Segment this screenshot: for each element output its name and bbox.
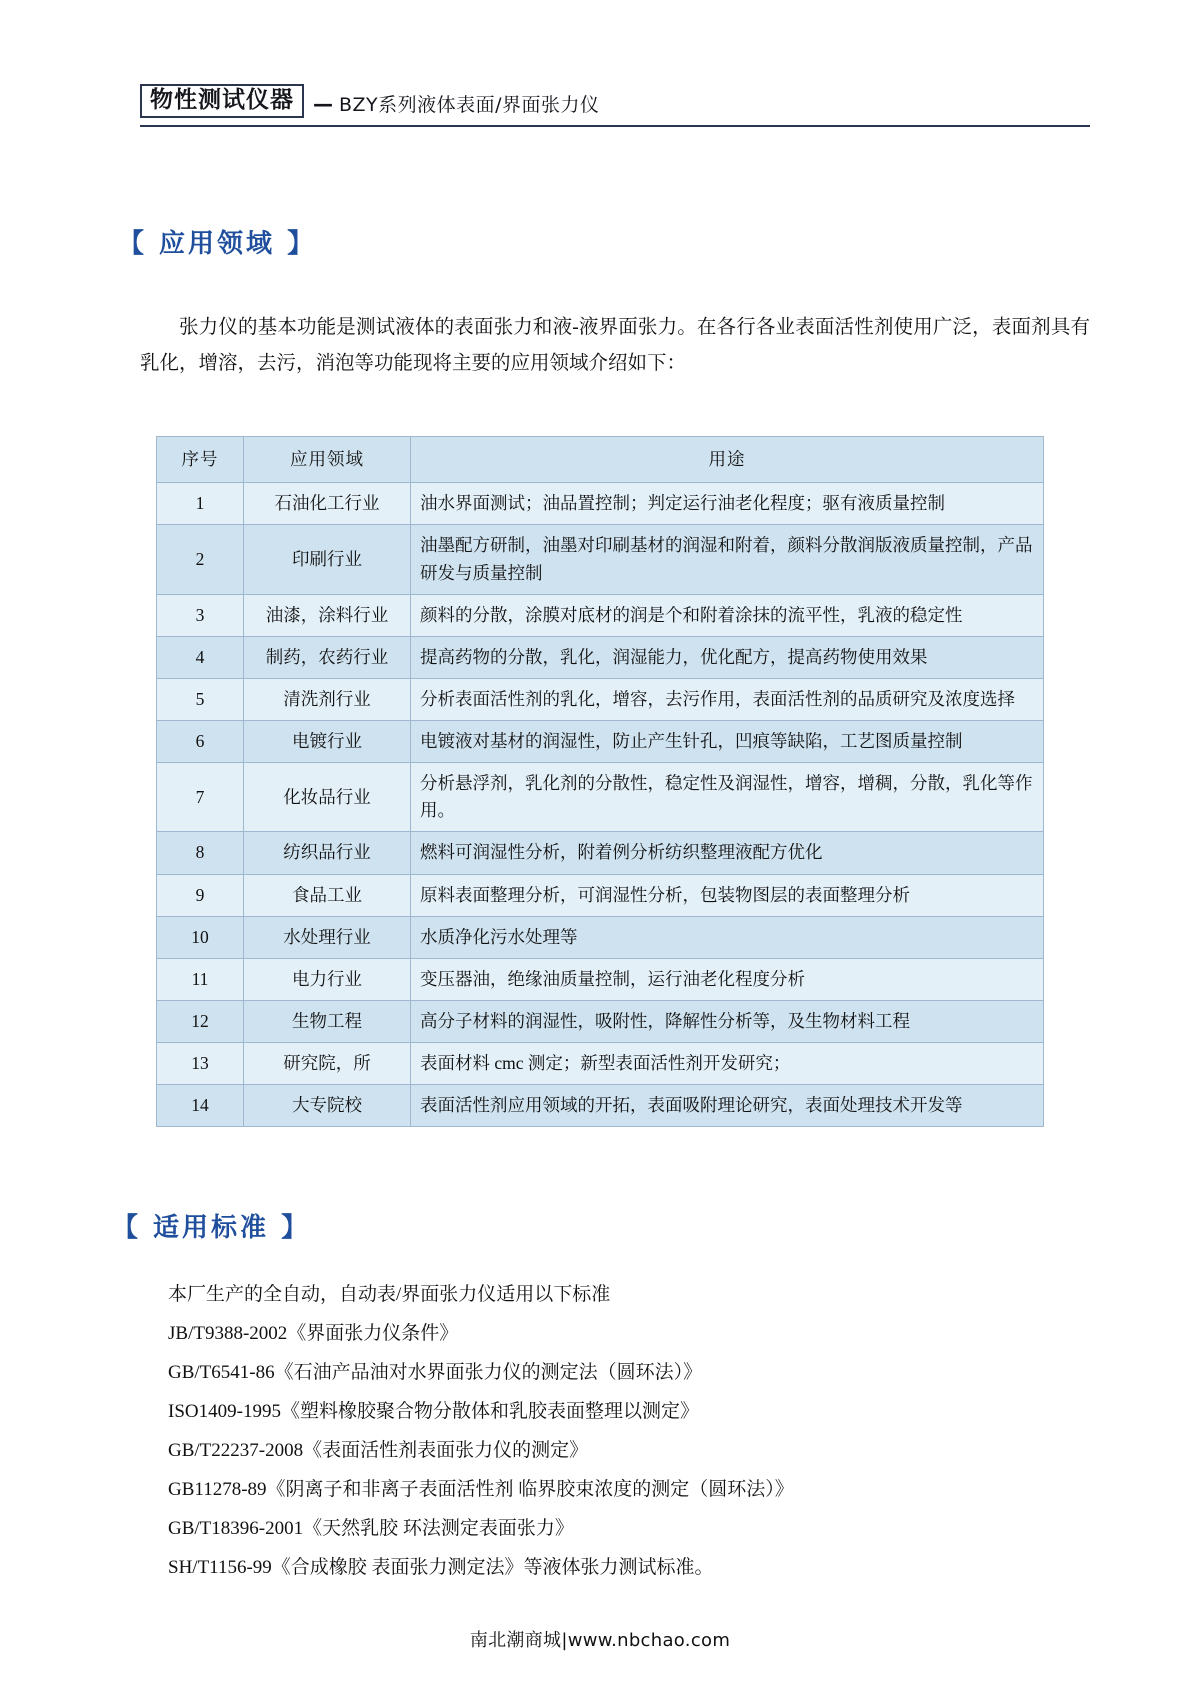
table-header-use: 用途 bbox=[411, 437, 1044, 483]
table-cell-no: 11 bbox=[157, 958, 244, 1000]
table-row bbox=[157, 832, 1044, 874]
standards-list bbox=[168, 1276, 1200, 1588]
table-row bbox=[157, 874, 1044, 916]
header-subtitle: BZY系列液体表面/界面张力仪 bbox=[339, 94, 600, 116]
header-dash: — bbox=[313, 92, 333, 116]
table-cell-no: 10 bbox=[157, 916, 244, 958]
section-title-standards: 【 适用标准 】 bbox=[112, 1213, 311, 1244]
table-row bbox=[157, 483, 1044, 525]
table-cell-area: 生物工程 bbox=[244, 1000, 411, 1042]
applications-table-wrapper bbox=[0, 436, 1200, 1127]
table-header-row bbox=[157, 437, 1044, 483]
table-row bbox=[157, 678, 1044, 720]
table-cell-area: 食品工业 bbox=[244, 874, 411, 916]
table-cell-no: 7 bbox=[157, 763, 244, 832]
table-cell-no: 9 bbox=[157, 874, 244, 916]
table-cell-no: 6 bbox=[157, 721, 244, 763]
page-header bbox=[140, 78, 1090, 127]
header-title-box: 物性测试仪器 bbox=[140, 84, 304, 118]
table-cell-use: 表面材料 cmc 测定；新型表面活性剂开发研究； bbox=[411, 1043, 1044, 1085]
standard-line: JB/T9388-2002《界面张力仪条件》 bbox=[168, 1323, 459, 1345]
table-cell-area: 水处理行业 bbox=[244, 916, 411, 958]
table-body bbox=[157, 483, 1044, 1127]
intro-paragraph: 张力仪的基本功能是测试液体的表面张力和液-液界面张力。在各行各业表面活性剂使用广泛，表面剂具有乳化，增溶，去污，消泡等功能现将主要的应用领域介绍如下： bbox=[140, 317, 1090, 375]
table-header-no: 序号 bbox=[157, 437, 244, 483]
table-cell-area: 电镀行业 bbox=[244, 721, 411, 763]
table-cell-area: 清洗剂行业 bbox=[244, 678, 411, 720]
table-cell-no: 8 bbox=[157, 832, 244, 874]
table-cell-area: 印刷行业 bbox=[244, 525, 411, 594]
section-title-applications: 【 应用领域 】 bbox=[118, 229, 317, 259]
table-cell-use: 提高药物的分散，乳化，润湿能力，优化配方，提高药物使用效果 bbox=[411, 636, 1044, 678]
table-row bbox=[157, 525, 1044, 594]
table-cell-area: 研究院，所 bbox=[244, 1043, 411, 1085]
table-cell-no: 12 bbox=[157, 1000, 244, 1042]
table-row bbox=[157, 636, 1044, 678]
standard-line: GB/T22237-2008《表面活性剂表面张力仪的测定》 bbox=[168, 1440, 589, 1461]
table-row bbox=[157, 721, 1044, 763]
table-cell-use: 燃料可润湿性分析，附着例分析纺织整理液配方优化 bbox=[411, 832, 1044, 874]
table-cell-no: 3 bbox=[157, 594, 244, 636]
table-cell-use: 变压器油，绝缘油质量控制，运行油老化程度分析 bbox=[411, 958, 1044, 1000]
table-cell-use: 分析表面活性剂的乳化，增容，去污作用，表面活性剂的品质研究及浓度选择 bbox=[411, 678, 1044, 720]
table-row bbox=[157, 763, 1044, 832]
table-cell-area: 大专院校 bbox=[244, 1085, 411, 1127]
table-row bbox=[157, 1000, 1044, 1042]
table-cell-area: 制药，农药行业 bbox=[244, 636, 411, 678]
table-cell-area: 化妆品行业 bbox=[244, 763, 411, 832]
table-cell-use: 表面活性剂应用领域的开拓，表面吸附理论研究，表面处理技术开发等 bbox=[411, 1085, 1044, 1127]
table-cell-use: 油墨配方研制，油墨对印刷基材的润湿和附着，颜料分散润版液质量控制，产品研发与质量控制 bbox=[411, 525, 1044, 594]
table-cell-no: 5 bbox=[157, 678, 244, 720]
applications-table bbox=[156, 436, 1044, 1127]
table-head bbox=[157, 437, 1044, 483]
table-row bbox=[157, 1043, 1044, 1085]
table-cell-no: 2 bbox=[157, 525, 244, 594]
table-cell-area: 纺织品行业 bbox=[244, 832, 411, 874]
table-cell-area: 油漆，涂料行业 bbox=[244, 594, 411, 636]
table-cell-use: 水质净化污水处理等 bbox=[411, 916, 1044, 958]
table-row bbox=[157, 958, 1044, 1000]
table-cell-no: 13 bbox=[157, 1043, 244, 1085]
standard-line: GB/T6541-86《石油产品油对水界面张力仪的测定法（圆环法）》 bbox=[168, 1362, 703, 1384]
table-row bbox=[157, 1085, 1044, 1127]
document-page bbox=[0, 78, 1200, 1694]
table-cell-use: 分析悬浮剂，乳化剂的分散性，稳定性及润湿性，增容，增稠，分散，乳化等作用。 bbox=[411, 763, 1044, 832]
table-cell-area: 电力行业 bbox=[244, 958, 411, 1000]
table-cell-no: 1 bbox=[157, 483, 244, 525]
standard-line: ISO1409-1995《塑料橡胶聚合物分散体和乳胶表面整理以测定》 bbox=[168, 1401, 699, 1423]
table-cell-no: 4 bbox=[157, 636, 244, 678]
table-cell-use: 油水界面测试；油品置控制；判定运行油老化程度；驱有液质量控制 bbox=[411, 483, 1044, 525]
table-header-area: 应用领域 bbox=[244, 437, 411, 483]
table-cell-area: 石油化工行业 bbox=[244, 483, 411, 525]
table-cell-no: 14 bbox=[157, 1085, 244, 1127]
standard-line: GB/T18396-2001《天然乳胶 环法测定表面张力》 bbox=[168, 1517, 574, 1539]
table-cell-use: 高分子材料的润湿性，吸附性，降解性分析等，及生物材料工程 bbox=[411, 1000, 1044, 1042]
table-cell-use: 电镀液对基材的润湿性，防止产生针孔，凹痕等缺陷，工艺图质量控制 bbox=[411, 721, 1044, 763]
table-row bbox=[157, 594, 1044, 636]
standard-line: GB11278-89《阴离子和非离子表面活性剂 临界胶束浓度的测定（圆环法）》 bbox=[168, 1478, 794, 1500]
standard-line: 本厂生产的全自动，自动表/界面张力仪适用以下标准 bbox=[168, 1284, 611, 1306]
table-cell-use: 颜料的分散，涂膜对底材的润是个和附着涂抹的流平性，乳液的稳定性 bbox=[411, 594, 1044, 636]
table-row bbox=[157, 916, 1044, 958]
table-cell-use: 原料表面整理分析，可润湿性分析，包装物图层的表面整理分析 bbox=[411, 874, 1044, 916]
footer-site-credit: 南北潮商城|www.nbchao.com bbox=[469, 1630, 731, 1651]
standard-line: SH/T1156-99《合成橡胶 表面张力测定法》等液体张力测试标准。 bbox=[168, 1556, 714, 1578]
